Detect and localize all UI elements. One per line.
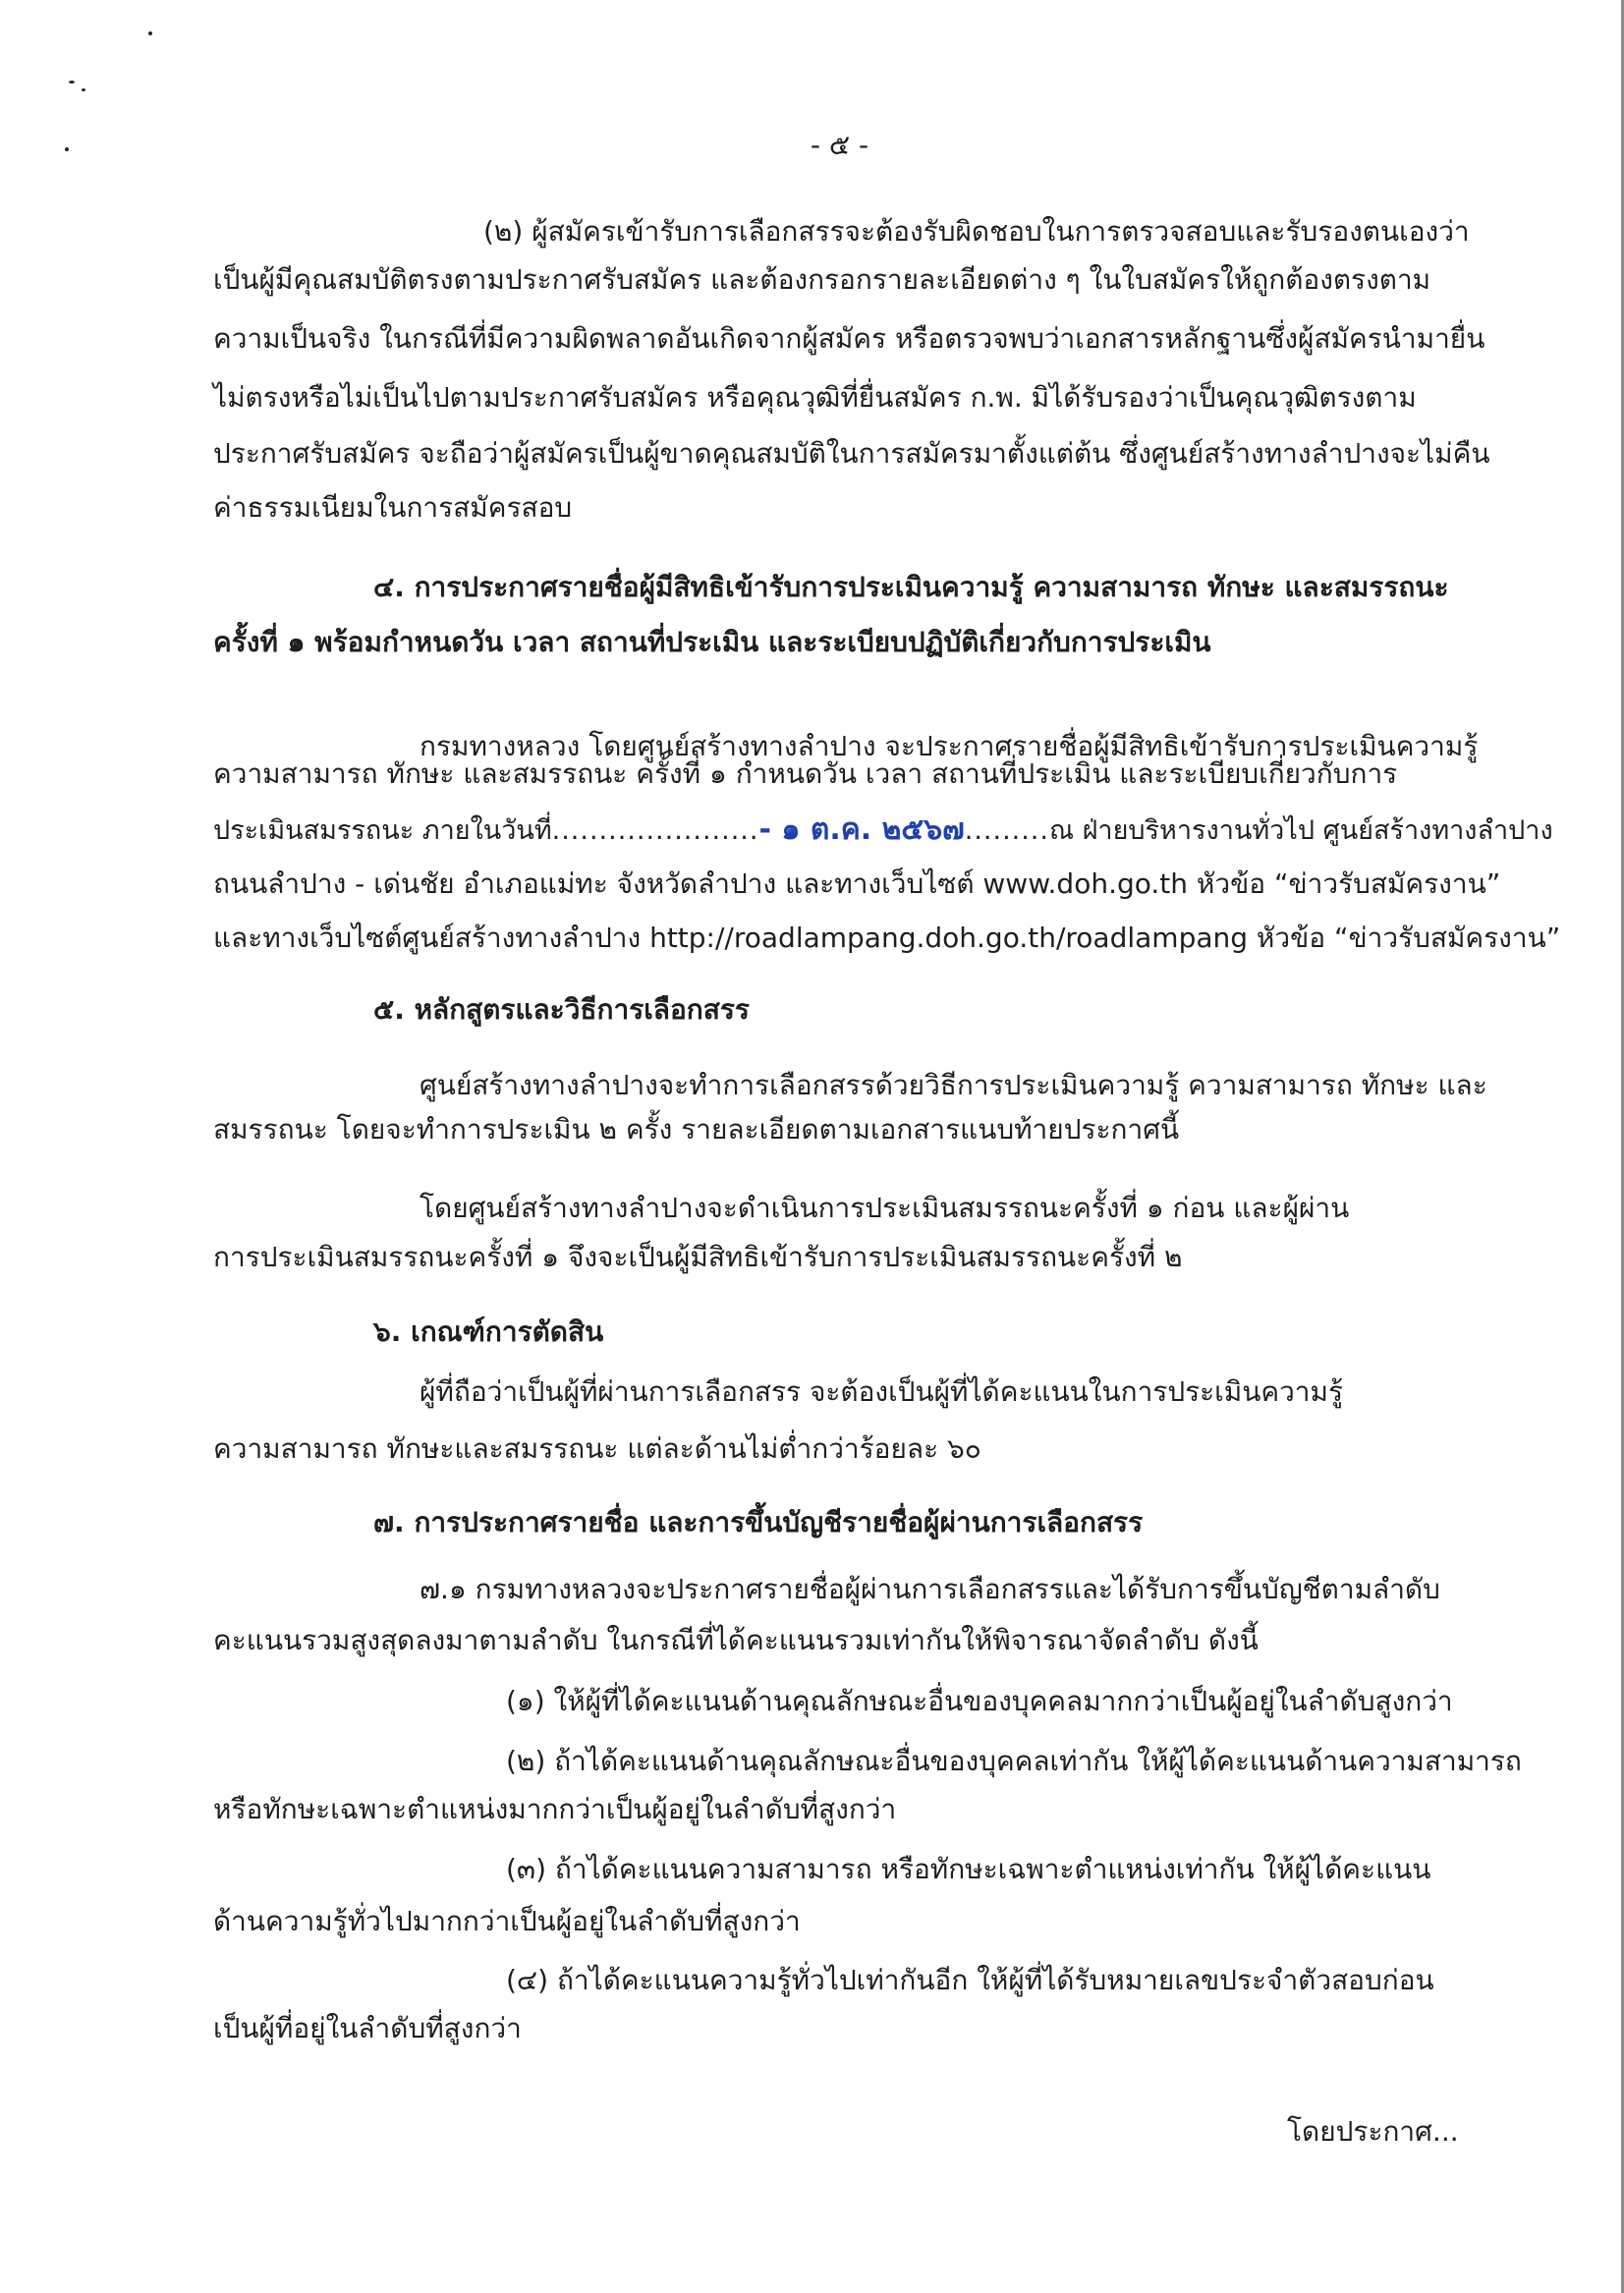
para-2-line: เป็นผู้มีคุณสมบัติตรงตามประกาศรับสมัคร และต้องกรอกรายละเอียดต่าง ๆ ในใบสมัครให้ถูกต้องตรงตาม bbox=[213, 263, 1431, 296]
handwritten-date: - ๑ ต.ค. ๒๕๖๗ bbox=[758, 812, 965, 847]
section-4-line: ความสามารถ ทักษะ และสมรรถนะ ครั้งที่ ๑ กำหนดวัน เวลา สถานที่ประเมิน และระเบียบเกี่ยวกับการ bbox=[213, 757, 1398, 790]
section-7-line: (๒) ถ้าได้คะแนนด้านคุณลักษณะอื่นของบุคคลเท่ากัน ให้ผู้ได้คะแนนด้านความสามารถ bbox=[506, 1745, 1522, 1777]
section-6-line: ผู้ที่ถือว่าเป็นผู้ที่ผ่านการเลือกสรร จะต้องเป็นผู้ที่ได้คะแนนในการประเมินความรู้ bbox=[420, 1375, 1344, 1408]
section-5-line: สมรรถนะ โดยจะทำการประเมิน ๒ ครั้ง รายละเอียดตามเอกสารแนบท้ายประกาศนี้ bbox=[213, 1113, 1180, 1146]
para-2-line: ไม่ตรงหรือไม่เป็นไปตามประกาศรับสมัคร หรือคุณวุฒิที่ยื่นสมัคร ก.พ. มิได้รับรองว่าเป็นคุณวุฒิตรงตาม bbox=[213, 381, 1417, 414]
section-7-line: หรือทักษะเฉพาะตำแหน่งมากกว่าเป็นผู้อยู่ในลำดับที่สูงกว่า bbox=[213, 1793, 897, 1825]
section-7-line: (๓) ถ้าได้คะแนนความสามารถ หรือทักษะเฉพาะตำแหน่งเท่ากัน ให้ผู้ได้คะแนน bbox=[506, 1853, 1431, 1885]
section-7-line: ด้านความรู้ทั่วไปมากกว่าเป็นผู้อยู่ในลำดับที่สูงกว่า bbox=[213, 1905, 801, 1937]
date-dots: ...................... bbox=[551, 815, 759, 846]
section-4-heading: ๔. การประกาศรายชื่อผู้มีสิทธิเข้ารับการประเมินความรู้ ความสามารถ ทักษะ และสมรรถนะ bbox=[373, 571, 1449, 603]
section-4-line: กรมทางหลวง โดยศูนย์สร้างทางลำปาง จะประกาศรายชื่อผู้มีสิทธิเข้ารับการประเมินความรู้ bbox=[420, 730, 1479, 762]
section-5-line: ศูนย์สร้างทางลำปางจะทำการเลือกสรรด้วยวิธีการประเมินความรู้ ความสามารถ ทักษะ และ bbox=[420, 1069, 1487, 1101]
para-2-line: ประกาศรับสมัคร จะถือว่าผู้สมัครเป็นผู้ขาดคุณสมบัติในการสมัครมาตั้งแต่ต้น ซึ่งศูนย์สร้างทางลำปางจะไม่คืน bbox=[213, 437, 1490, 470]
para-2-line: ความเป็นจริง ในกรณีที่มีความผิดพลาดอันเกิดจากผู้สมัคร หรือตรวจพบว่าเอกสารหลักฐานซึ่งผู้สมัครนำมายื่น bbox=[213, 322, 1485, 355]
section-4-line: และทางเว็บไซต์ศูนย์สร้างทางลำปาง http://roadlampang.doh.go.th/roadlampang หัวข้อ “ข่าวรับสมัครงาน” bbox=[213, 922, 1561, 954]
section-4-heading: ครั้งที่ ๑ พร้อมกำหนดวัน เวลา สถานที่ประเมิน และระเบียบปฏิบัติเกี่ยวกับการประเมิน bbox=[213, 626, 1211, 658]
section-6-line: ความสามารถ ทักษะและสมรรถนะ แต่ละด้านไม่ต่ำกว่าร้อยละ ๖๐ bbox=[213, 1432, 981, 1465]
page-number: - ๕ - bbox=[810, 129, 869, 161]
section-7-line: (๑) ให้ผู้ที่ได้คะแนนด้านคุณลักษณะอื่นของบุคคลมากกว่าเป็นผู้อยู่ในลำดับสูงกว่า bbox=[506, 1685, 1453, 1717]
section-5-line: โดยศูนย์สร้างทางลำปางจะดำเนินการประเมินสมรรถนะครั้งที่ ๑ ก่อน และผู้ผ่าน bbox=[420, 1192, 1350, 1224]
section-7-line: คะแนนรวมสูงสุดลงมาตามลำดับ ในกรณีที่ได้คะแนนรวมเท่ากันให้พิจารณาจัดลำดับ ดังนี้ bbox=[213, 1624, 1259, 1656]
scan-speck bbox=[69, 81, 75, 84]
continuation-note: โดยประกาศ... bbox=[1287, 2115, 1459, 2148]
section-7-line: ๗.๑ กรมทางหลวงจะประกาศรายชื่อผู้ผ่านการเลือกสรรและได้รับการขึ้นบัญชีตามลำดับ bbox=[420, 1573, 1440, 1605]
para-2-line: (๒) ผู้สมัครเข้ารับการเลือกสรรจะต้องรับผิดชอบในการตรวจสอบและรับรองตนเองว่า bbox=[483, 215, 1470, 248]
section-7-line: (๔) ถ้าได้คะแนนความรู้ทั่วไปเท่ากันอีก ให้ผู้ที่ได้รับหมายเลขประจำตัวสอบก่อน bbox=[506, 1964, 1434, 1996]
para-2-line: ค่าธรรมเนียมในการสมัครสอบ bbox=[213, 491, 573, 524]
section-4-line: ถนนลำปาง - เด่นชัย อำเภอแม่ทะ จังหวัดลำปาง และทางเว็บไซต์ www.doh.go.th หัวข้อ “ข่าวรับสมัครงาน” bbox=[213, 867, 1501, 900]
section-6-heading: ๖. เกณฑ์การตัดสิน bbox=[373, 1315, 604, 1348]
section-5-heading: ๕. หลักสูตรและวิธีการเลือกสรร bbox=[373, 993, 750, 1026]
section-5-line: การประเมินสมรรถนะครั้งที่ ๑ จึงจะเป็นผู้มีสิทธิเข้ารับการประเมินสมรรถนะครั้งที่ ๒ bbox=[213, 1241, 1183, 1273]
date-dots: ......... bbox=[964, 815, 1049, 846]
scan-speck bbox=[65, 147, 69, 151]
section-4-date-line bbox=[213, 811, 1553, 851]
date-suffix: ณ ฝ่ายบริหารงานทั่วไป ศูนย์สร้างทางลำปาง bbox=[1048, 815, 1553, 846]
date-prefix: ประเมินสมรรถนะ ภายในวันที่ bbox=[213, 815, 552, 846]
scan-speck bbox=[82, 88, 85, 91]
section-7-line: เป็นผู้ที่อยู่ในลำดับที่สูงกว่า bbox=[213, 2012, 522, 2044]
section-7-heading: ๗. การประกาศรายชื่อ และการขึ้นบัญชีรายชื่อผู้ผ่านการเลือกสรร bbox=[373, 1506, 1144, 1538]
scan-speck bbox=[148, 31, 152, 35]
